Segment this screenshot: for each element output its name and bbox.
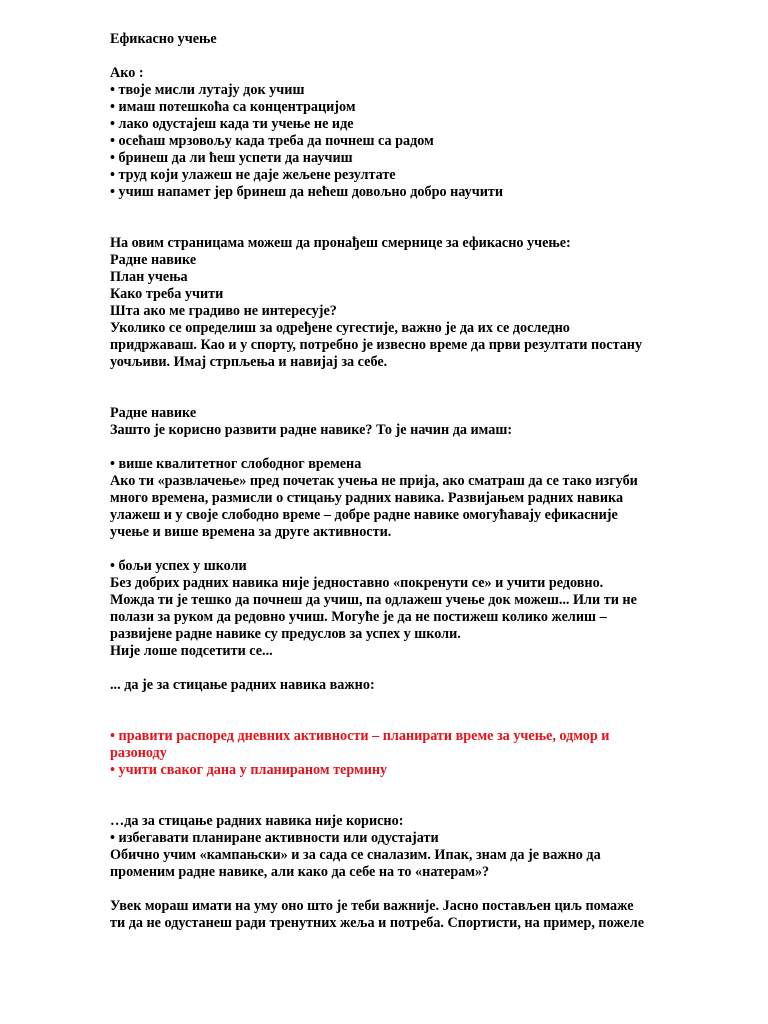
not-useful-line: Обично учим «кампањски» и за сада се сналазим. Ипак, знам да је важно да [110,847,601,863]
not-useful-line: • избегавати планиране активности или одустајати [110,830,439,846]
overview-paragraph-line: уочљиви. Имај стрпљења и навијај за себе. [110,354,388,370]
spacer [110,779,710,813]
habits-point-title: • више квалитетног слободног времена [110,456,362,472]
habits-point-line: учење и више времена за друге активности. [110,524,392,540]
spacer [110,201,710,235]
overview-heading: На овим страницама можеш да пронађеш смернице за ефикасно учење: [110,235,571,251]
overview-topic: Шта ако ме градиво не интересује? [110,303,337,319]
spacer [110,660,710,677]
final-paragraph-line: ти да не одустанеш ради тренутних жеља и потреба. Спортисти, на пример, пожеле [110,915,644,931]
spacer [110,48,710,65]
intro-bullet: • лако одустајеш када ти учење не иде [110,116,354,132]
habits-point-line: Можда ти је тешко да почнеш да учиш, па одлажеш учење док можеш... Или ти не [110,592,637,608]
habits-heading: Радне навике [110,405,197,421]
document-page [110,31,710,932]
habits-point-line: развијене радне навике су предуслов за успех у школи. [110,626,461,642]
important-line: • учити сваког дана у планираном термину [110,762,388,778]
important-line: • правити распоред дневних активности – планирати време за учење, одмор и [110,728,610,744]
overview-paragraph-line: Уколико се определиш за одређене сугестије, важно је да их се доследно [110,320,570,336]
habits-point-line: Није лоше подсетити се... [110,643,273,659]
intro-bullet: • учиш напамет јер бринеш да нећеш довољно добро научити [110,184,504,200]
document-title: Ефикасно учење [110,31,217,47]
intro-bullet: • бринеш да ли ћеш успети да научиш [110,150,353,166]
overview-paragraph-line: придржаваш. Као и у спорту, потребно је извесно време да први резултати постану [110,337,643,353]
habits-point-line: полази за руком да редовно учиш. Могуће је да не постижеш колико желиш – [110,609,607,625]
final-paragraph-line: Увек мораш имати на уму оно што је теби важније. Јасно постављен циљ помаже [110,898,634,914]
spacer [110,881,710,898]
overview-topic: План учења [110,269,188,285]
intro-label: Ако : [110,65,144,81]
overview-topic: Радне навике [110,252,197,268]
intro-bullet: • имаш потешкоћа са концентрацијом [110,99,356,115]
spacer [110,541,710,558]
overview-topic: Како треба учити [110,286,224,302]
intro-bullet: • труд који улажеш не даје жељене резултате [110,167,396,183]
important-line: разоноду [110,745,167,761]
spacer [110,371,710,405]
not-useful-line: променим радне навике, али како да себе на то «натерам»? [110,864,490,880]
habits-question: Зашто је корисно развити радне навике? То је начин да имаш: [110,422,513,438]
intro-bullet: • осећаш мрзовољу када треба да почнеш са радом [110,133,434,149]
intro-bullet: • твоје мисли лутају док учиш [110,82,305,98]
habits-point-line: Ако ти «развлачење» пред почетак учења не прија, ако сматраш да се тако изгуби [110,473,638,489]
spacer [110,694,710,728]
habits-point-line: много времена, размисли о стицању радних навика. Развијањем радних навика [110,490,624,506]
habits-point-title: • бољи успех у школи [110,558,247,574]
habits-point-line: Без добрих радних навика није једноставно «покренути се» и учити редовно. [110,575,604,591]
spacer [110,439,710,456]
not-useful-heading: …да за стицање радних навика није корисно: [110,813,404,829]
habits-point-line: улажеш и у своје слободно време – добре радне навике омогућавају ефикасније [110,507,618,523]
important-heading: ... да је за стицање радних навика важно: [110,677,375,693]
